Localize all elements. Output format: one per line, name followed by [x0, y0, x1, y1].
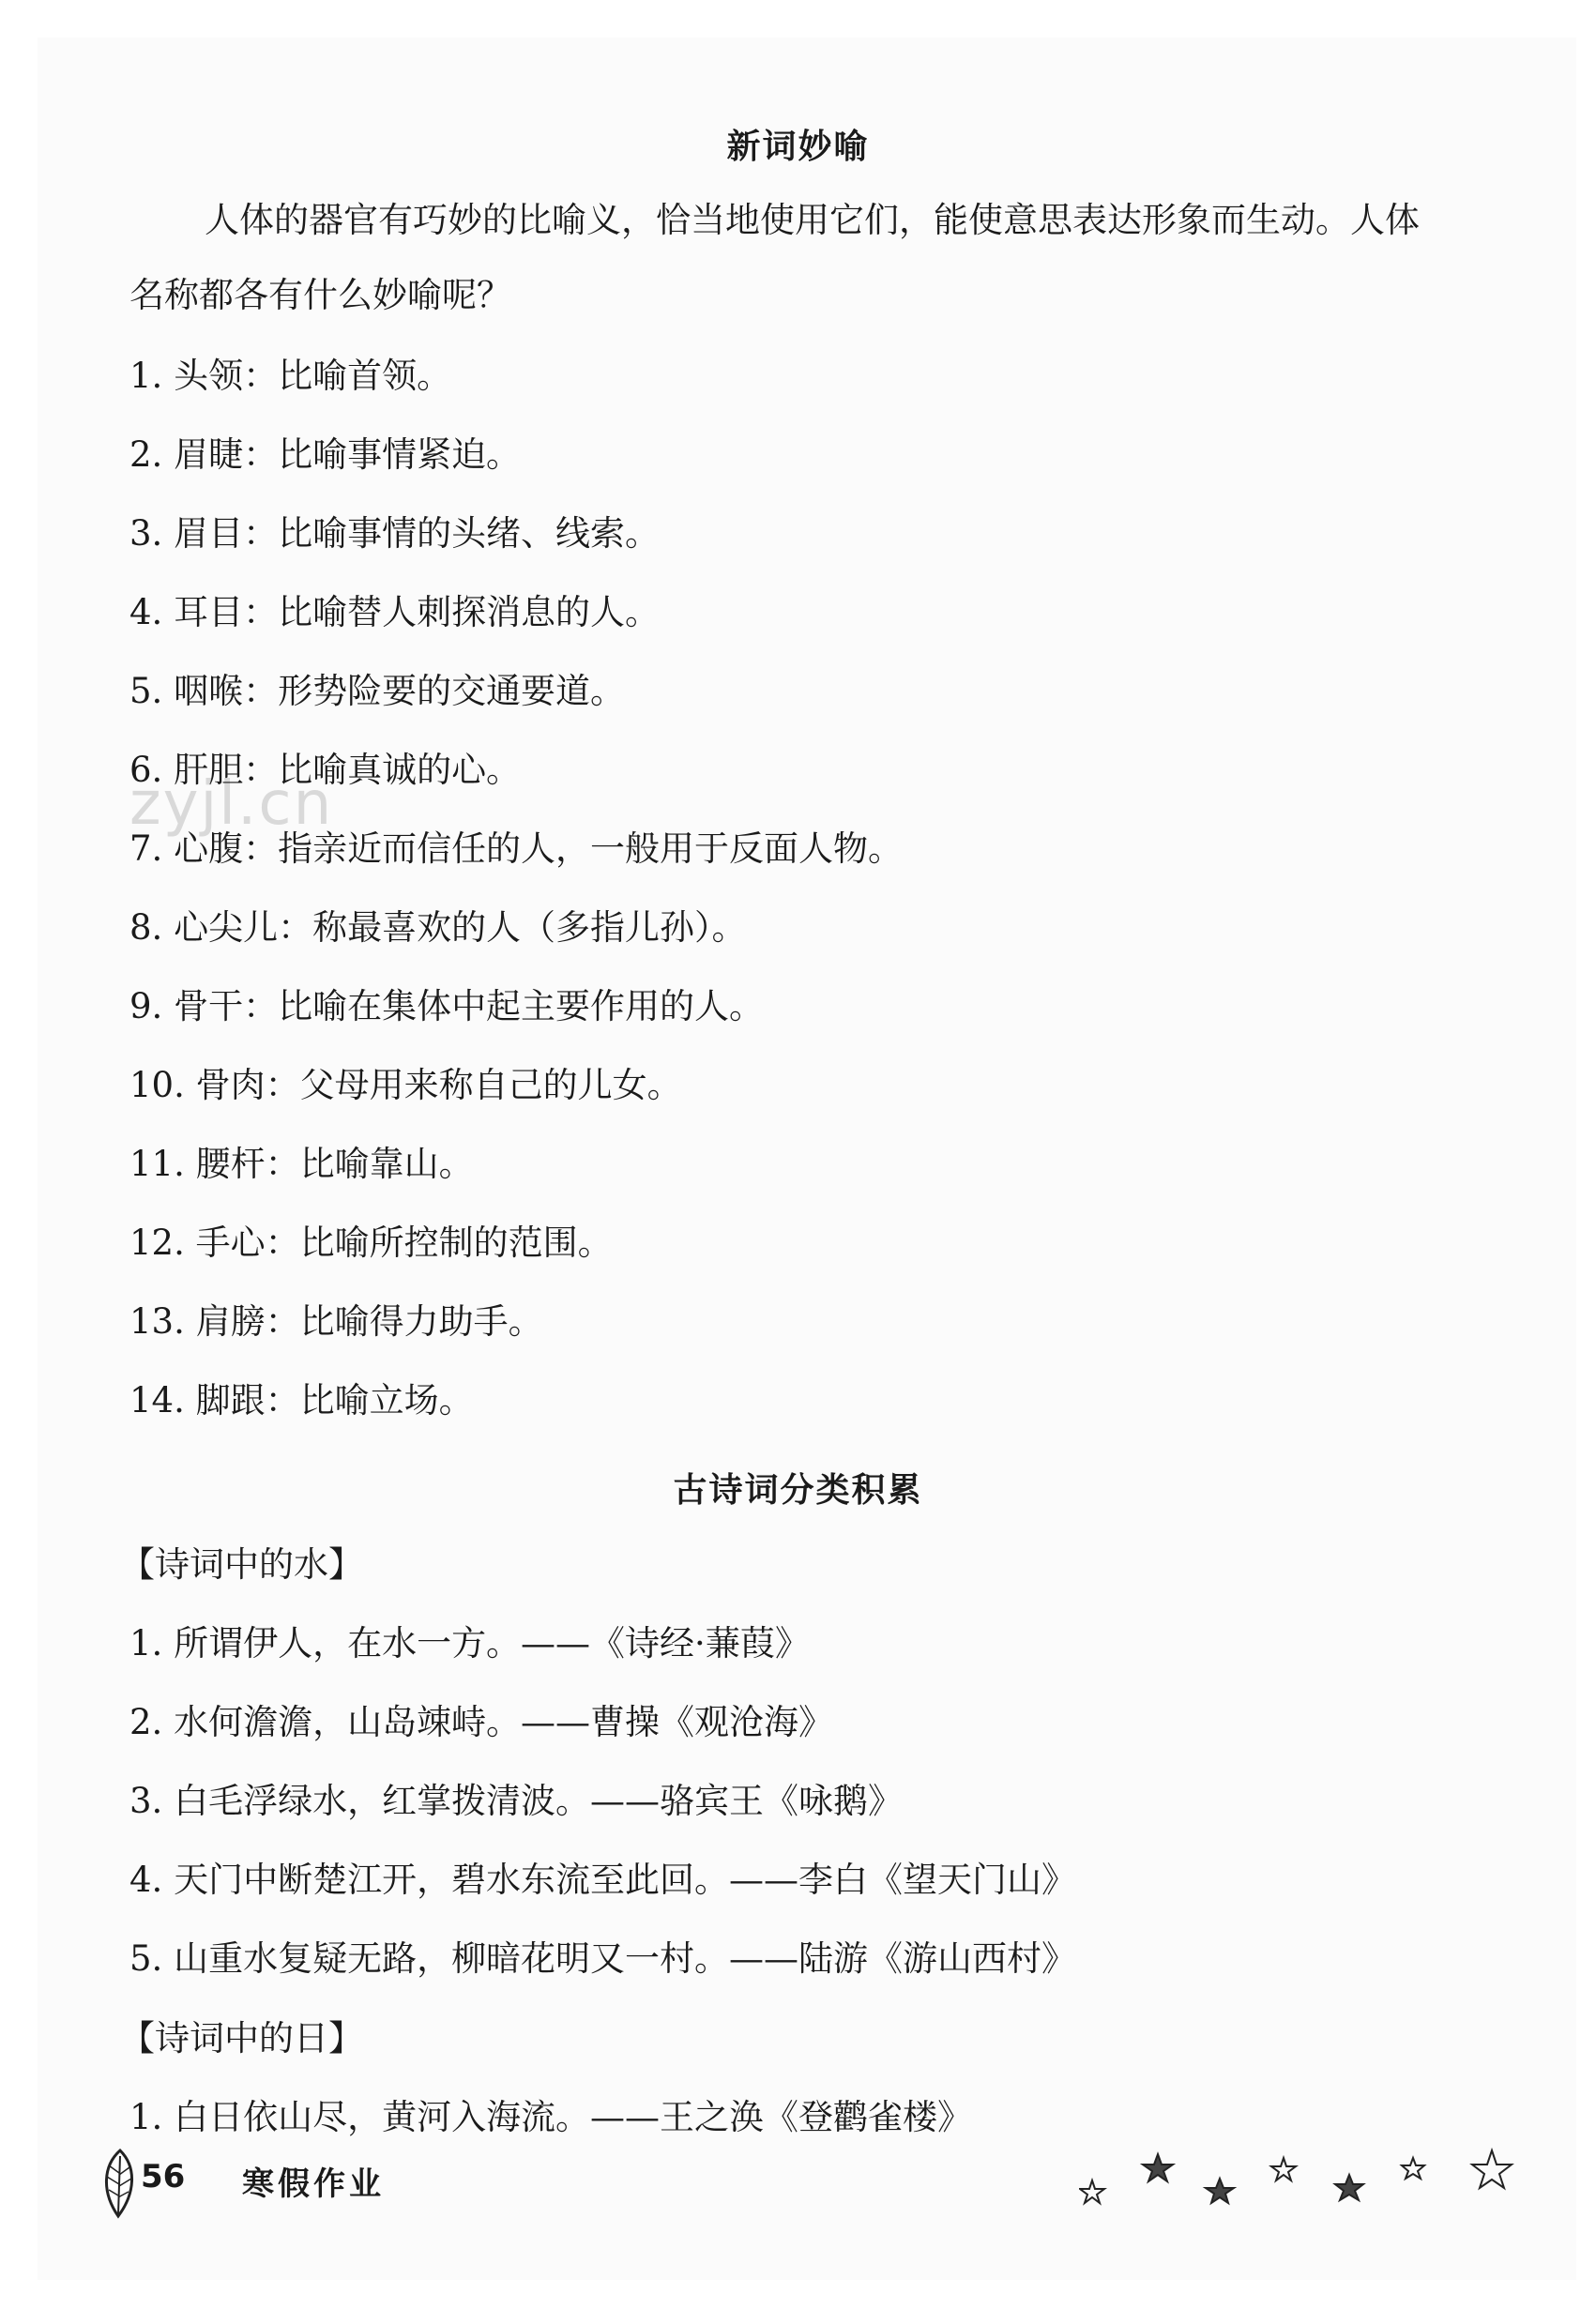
star-icon [1271, 2158, 1296, 2180]
list-item: 10. 骨肉：父母用来称自己的儿女。 [129, 1065, 682, 1105]
decorative-stars [1079, 2139, 1529, 2214]
star-icon [1472, 2150, 1512, 2188]
star-icon [1143, 2154, 1173, 2181]
category-label-water: 【诗词中的水】 [120, 1544, 363, 1585]
footer-label: 寒假作业 [242, 2165, 385, 2203]
star-icon [1206, 2179, 1234, 2203]
star-icon [1402, 2158, 1424, 2179]
list-item: 13. 肩膀：比喻得力助手。 [129, 1301, 543, 1342]
poem-line: 2. 水何澹澹，山岛竦峙。——曹操《观沧海》 [129, 1702, 834, 1742]
page-number: 56 [141, 2158, 186, 2195]
list-item: 12. 手心：比喻所控制的范围。 [129, 1223, 613, 1263]
intro-line: 名称都各有什么妙喻呢？ [129, 275, 511, 315]
list-item: 1. 头领：比喻首领。 [129, 356, 452, 396]
section-title-metaphors: 新词妙喻 [726, 128, 870, 166]
leaf-icon [98, 2147, 143, 2225]
poem-line: 3. 白毛浮绿水，红掌拨清波。——骆宾王《咏鹅》 [129, 1781, 904, 1821]
poem-line: 5. 山重水复疑无路，柳暗花明又一村。——陆游《游山西村》 [129, 1938, 1077, 1979]
category-label-sun: 【诗词中的日】 [120, 2018, 363, 2058]
section-title-poetry: 古诗词分类积累 [673, 1471, 923, 1510]
list-item: 5. 咽喉：形势险要的交通要道。 [129, 671, 626, 711]
list-item: 11. 腰杆：比喻靠山。 [129, 1144, 474, 1184]
watermark: zyjl.cn [129, 769, 334, 839]
list-item: 4. 耳目：比喻替人刺探消息的人。 [129, 592, 661, 632]
list-item: 3. 眉目：比喻事情的头绪、线索。 [129, 513, 661, 554]
poem-line: 1. 所谓伊人，在水一方。——《诗经·蒹葭》 [129, 1623, 810, 1663]
poem-line: 1. 白日依山尽，黄河入海流。——王之涣《登鹳雀楼》 [129, 2097, 973, 2137]
star-icon [1335, 2175, 1363, 2200]
list-item: 9. 骨干：比喻在集体中起主要作用的人。 [129, 986, 765, 1026]
intro-line: 人体的器官有巧妙的比喻义，恰当地使用它们，能使意思表达形象而生动。人体 [205, 200, 1420, 240]
poem-line: 4. 天门中断楚江开，碧水东流至此回。——李白《望天门山》 [129, 1860, 1077, 1900]
list-item: 7. 心腹：指亲近而信任的人，一般用于反面人物。 [129, 828, 904, 869]
list-item: 8. 心尖儿：称最喜欢的人（多指儿孙）。 [129, 907, 747, 948]
star-icon [1080, 2180, 1104, 2203]
list-item: 6. 肝胆：比喻真诚的心。 [129, 750, 522, 790]
list-item: 14. 脚跟：比喻立场。 [129, 1380, 474, 1420]
list-item: 2. 眉睫：比喻事情紧迫。 [129, 434, 522, 475]
